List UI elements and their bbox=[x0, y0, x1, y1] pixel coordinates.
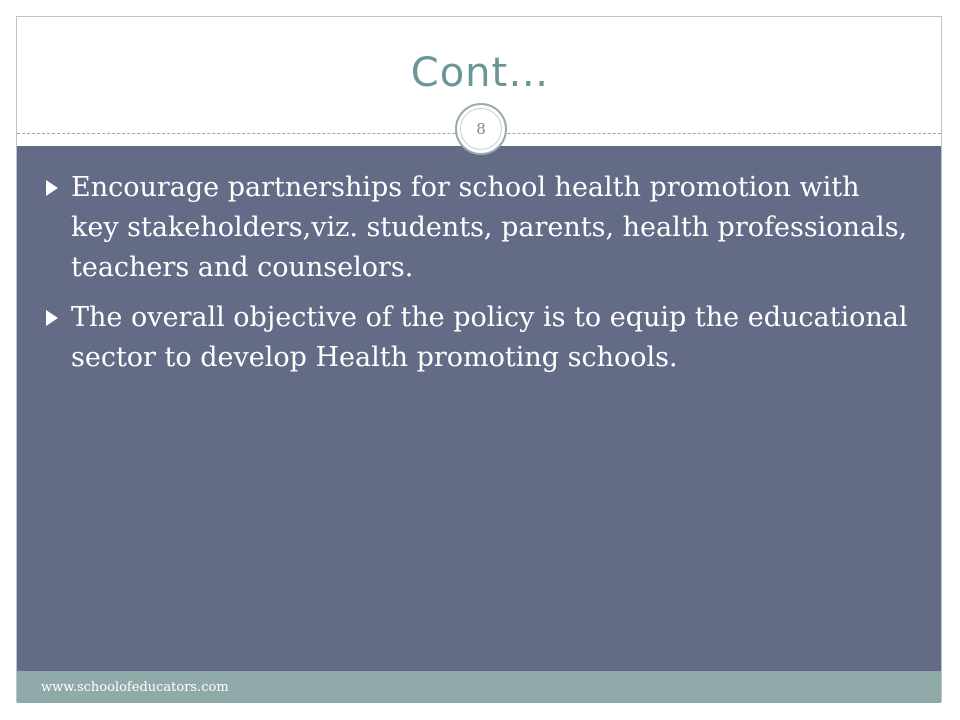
bullet-item bbox=[44, 168, 914, 288]
bullet-text: Encourage partnerships for school health promotion with key stakeholders,viz. students, parents, health professionals, teachers and counselors. bbox=[71, 172, 908, 283]
page-number-badge bbox=[455, 103, 507, 155]
arrow-bullet-icon bbox=[46, 180, 58, 196]
bullet-list bbox=[44, 168, 914, 388]
bullet-item bbox=[44, 298, 914, 378]
bullet-text: The overall objective of the policy is to equip the educational sector to develop Health promoting schools. bbox=[71, 302, 908, 373]
page-number: 8 bbox=[460, 108, 502, 150]
arrow-bullet-icon bbox=[46, 310, 58, 326]
slide-title: Cont… bbox=[410, 50, 550, 96]
footer-url: www.schoolofeducators.com bbox=[41, 680, 229, 695]
